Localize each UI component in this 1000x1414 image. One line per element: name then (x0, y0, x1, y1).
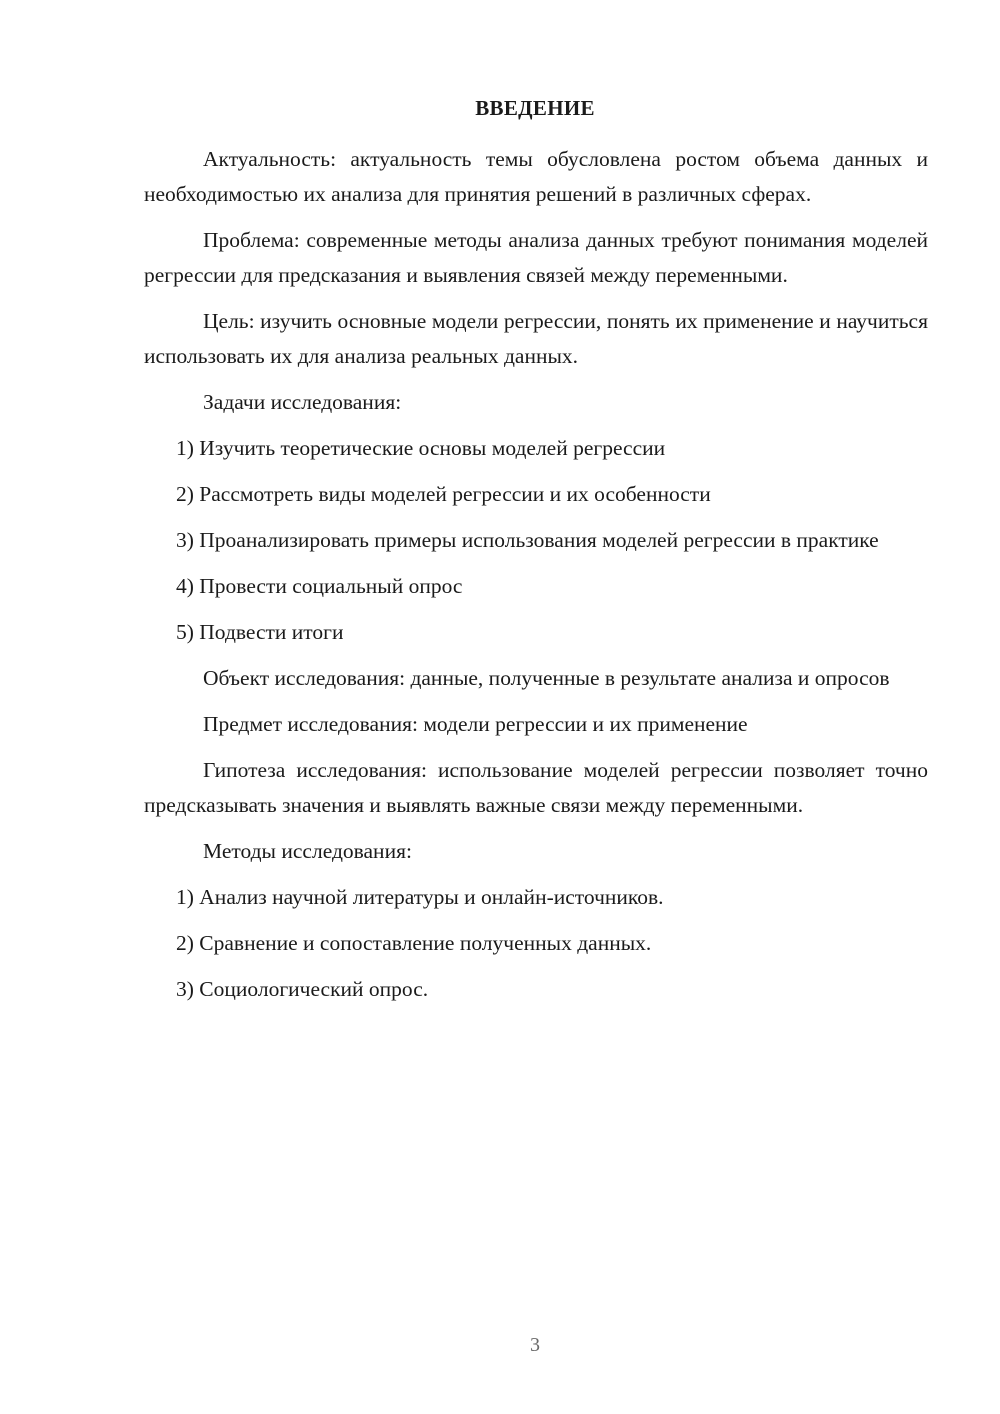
subject-paragraph: Предмет исследования: модели регрессии и их применение (203, 712, 748, 736)
method-item: 2) Сравнение и сопоставление полученных данных. (176, 931, 652, 955)
problem-paragraph: Проблема: современные методы анализа данных требуют понимания моделей регрессии для предсказания и выявления связей между переменными. (144, 228, 928, 287)
task-item: 5) Подвести итоги (176, 620, 344, 644)
tasks-heading: Задачи исследования: (203, 390, 402, 414)
task-item: 1) Изучить теоретические основы моделей регрессии (176, 436, 666, 460)
relevance-paragraph: Актуальность: актуальность темы обусловлена ростом объема данных и необходимостью их анализа для принятия решений в различных сферах. (144, 147, 928, 206)
task-item: 2) Рассмотреть виды моделей регрессии и их особенности (176, 482, 711, 506)
page-number: 3 (530, 1334, 540, 1356)
task-item: 4) Провести социальный опрос (176, 574, 463, 598)
hypothesis-paragraph: Гипотеза исследования: использование моделей регрессии позволяет точно предсказывать значения и выявлять важные связи между переменными. (144, 758, 928, 817)
page-title: ВВЕДЕНИЕ (475, 96, 595, 120)
object-paragraph: Объект исследования: данные, полученные в результате анализа и опросов (203, 666, 890, 690)
methods-heading: Методы исследования: (203, 839, 412, 863)
method-item: 1) Анализ научной литературы и онлайн-источников. (176, 885, 664, 909)
document-body (144, 142, 928, 1018)
method-item: 3) Социологический опрос. (176, 977, 429, 1001)
goal-paragraph: Цель: изучить основные модели регрессии, понять их применение и научиться использовать их для анализа реальных данных. (144, 309, 928, 368)
task-item: 3) Проанализировать примеры использования моделей регрессии в практике (176, 528, 879, 552)
